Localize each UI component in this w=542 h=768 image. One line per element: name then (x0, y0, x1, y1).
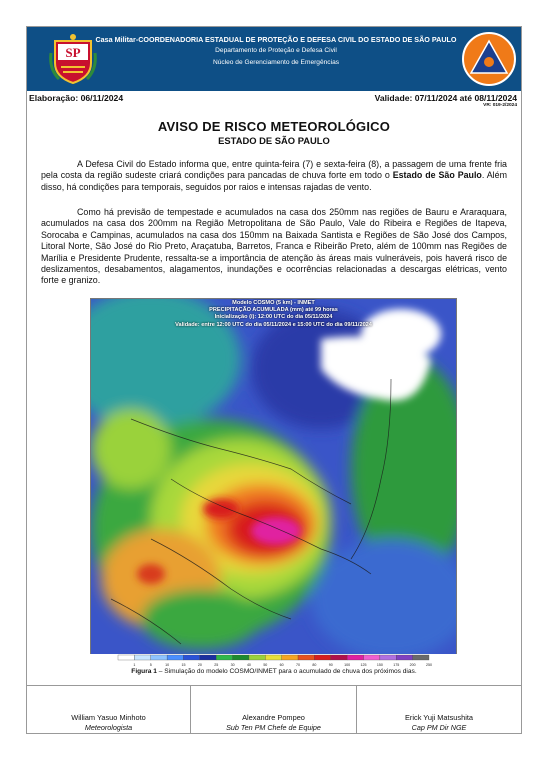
signature-block-1 (27, 685, 190, 734)
map-header-line-4: Validade: entre 12:00 UTC do dia 05/11/2024 e 15:00 UTC do dia 09/11/2024 (175, 321, 372, 328)
colorbar-tick-label: 10 (165, 663, 170, 667)
colorbar-tick-label: 50 (263, 663, 268, 667)
paragraph-2: Como há previsão de tempestade e acumulados na casa dos 250mm nas regiões de Bauru e Araraquara, acumulados na casa dos 200mm na Região Metropolitana de São Paulo, Vale do Ribeira e Regiões de Itapeva, Sorocaba e Campinas, acumulados na casa dos 150mm na Baixada Santista e Regiões de São José dos Campos, Litoral Norte, São José do Rio Preto, Araçatuba, Barretos, Franca e Ribeirão Preto, além de 100mm nas Regiões de Marília e Presidente Prudente, ressalta-se a importância de atenção às áreas mais vulneráveis, pois haverá risco de deslizamentos, desabamentos, alagamentos, inundações e ocorrências relacionadas a descargas elétricas, vento forte e granizo. (41, 207, 507, 286)
signature-role: Cap PM Dir NGE (411, 723, 467, 732)
colorbar-swatch (167, 655, 183, 660)
signature-block-3 (356, 685, 521, 734)
colorbar-tick-label: 40 (246, 663, 251, 667)
colorbar-swatch (151, 655, 167, 660)
colorbar-tick-label: 200 (409, 663, 416, 667)
paragraph-1 (41, 159, 507, 193)
precipitation-map (90, 298, 457, 668)
signature-name: Erick Yuji Matsushita (404, 713, 474, 722)
colorbar-tick-label: 20 (197, 663, 202, 667)
signature-role: Meteorologista (84, 723, 133, 732)
document-title: AVISO DE RISCO METEOROLÓGICO (157, 119, 391, 134)
precipitation-map-image (91, 299, 457, 668)
colorbar-swatch (413, 655, 429, 660)
version-code: VR: 019-2/2024 (483, 103, 517, 108)
precipitation-colorbar (90, 654, 457, 668)
validity-period: Validade: 07/11/2024 até 08/11/2024 (374, 93, 517, 103)
colorbar-tick-label: 25 (214, 663, 219, 667)
colorbar-tick-label: 250 (426, 663, 432, 667)
map-header (91, 300, 456, 329)
document-subtitle: ESTADO DE SÃO PAULO (218, 135, 330, 146)
colorbar-swatch (298, 655, 314, 660)
colorbar-tick-label: 5 (149, 663, 152, 667)
colorbar-tick-label: 70 (296, 663, 301, 667)
colorbar-swatch (282, 655, 298, 660)
colorbar-tick-label: 80 (312, 663, 317, 667)
colorbar-swatch (200, 655, 216, 660)
document-meta (27, 91, 521, 108)
colorbar-swatch (249, 655, 265, 660)
colorbar-swatch (216, 655, 232, 660)
signature-name: Alexandre Pompeo (242, 713, 305, 722)
document-page (26, 26, 522, 734)
signature-role: Sub Ten PM Chefe de Equipe (226, 723, 321, 732)
colorbar-tick-label: 60 (279, 663, 284, 667)
header-banner (27, 27, 521, 91)
colorbar-tick-label: 175 (393, 663, 400, 667)
map-header-line-1: Modelo COSMO (5 km) - INMET (232, 300, 315, 306)
colorbar-tick-label: 15 (181, 663, 186, 667)
map-header-line-2: PRECIPITAÇÃO ACUMULADA (mm) até 99 horas (209, 307, 338, 314)
figure-caption-label: Figura 1 (131, 668, 157, 675)
colorbar-tick-label: 90 (328, 663, 333, 667)
figure-caption-text: – Simulação do modelo COSMO/INMET para o acumulado de chuva dos próximos dias. (156, 668, 417, 675)
colorbar-swatch (396, 655, 412, 660)
colorbar-graphic (90, 654, 457, 668)
signature-block-2 (190, 685, 356, 734)
colorbar-swatch (331, 655, 347, 660)
header-line-3: Núcleo de Gerenciamento de Emergências (212, 59, 340, 66)
paragraph-1-part-2: . Além disso, há condições para temporais, seguidos por raios e intensas rajadas de vento. (41, 170, 507, 192)
colorbar-swatch (183, 655, 199, 660)
paragraph-1-bold: Estado de São Paulo (392, 170, 482, 181)
signature-name: William Yasuo Minhoto (71, 713, 146, 722)
colorbar-swatch (364, 655, 380, 660)
elaboration-date: Elaboração: 06/11/2024 (29, 93, 124, 103)
colorbar-tick-label: 30 (230, 663, 235, 667)
header-line-1: Casa Militar-COORDENADORIA ESTADUAL DE PROTEÇÃO E DEFESA CIVIL DO ESTADO DE SÃO PAULO (95, 35, 457, 44)
colorbar-swatch (265, 655, 281, 660)
map-header-line-3: Inicialização (i): 12:00 UTC do dia 05/11/2024 (214, 314, 333, 321)
colorbar-swatch (134, 655, 150, 660)
colorbar-swatch (380, 655, 396, 660)
header-text (87, 35, 465, 68)
colorbar-tick-label: 125 (360, 663, 367, 667)
colorbar-swatch (347, 655, 363, 660)
svg-text:SP: SP (65, 45, 81, 60)
colorbar-tick-label: 1 (133, 663, 136, 667)
header-line-2: Departamento de Proteção e Defesa Civil (215, 47, 337, 54)
figure-caption (27, 668, 521, 675)
colorbar-swatch (233, 655, 249, 660)
colorbar-swatch (118, 655, 134, 660)
defesa-civil-logo-icon (461, 31, 517, 87)
colorbar-swatch (314, 655, 330, 660)
paragraph-1-part-1: A Defesa Civil do Estado informa que, entre quinta-feira (7) e sexta-feira (8), a passagem de uma frente fria pela costa da região sudeste criará condições para pancadas de chuva forte em todo o (41, 159, 507, 181)
colorbar-tick-label: 150 (376, 663, 383, 667)
colorbar-tick-label: 100 (344, 663, 351, 667)
